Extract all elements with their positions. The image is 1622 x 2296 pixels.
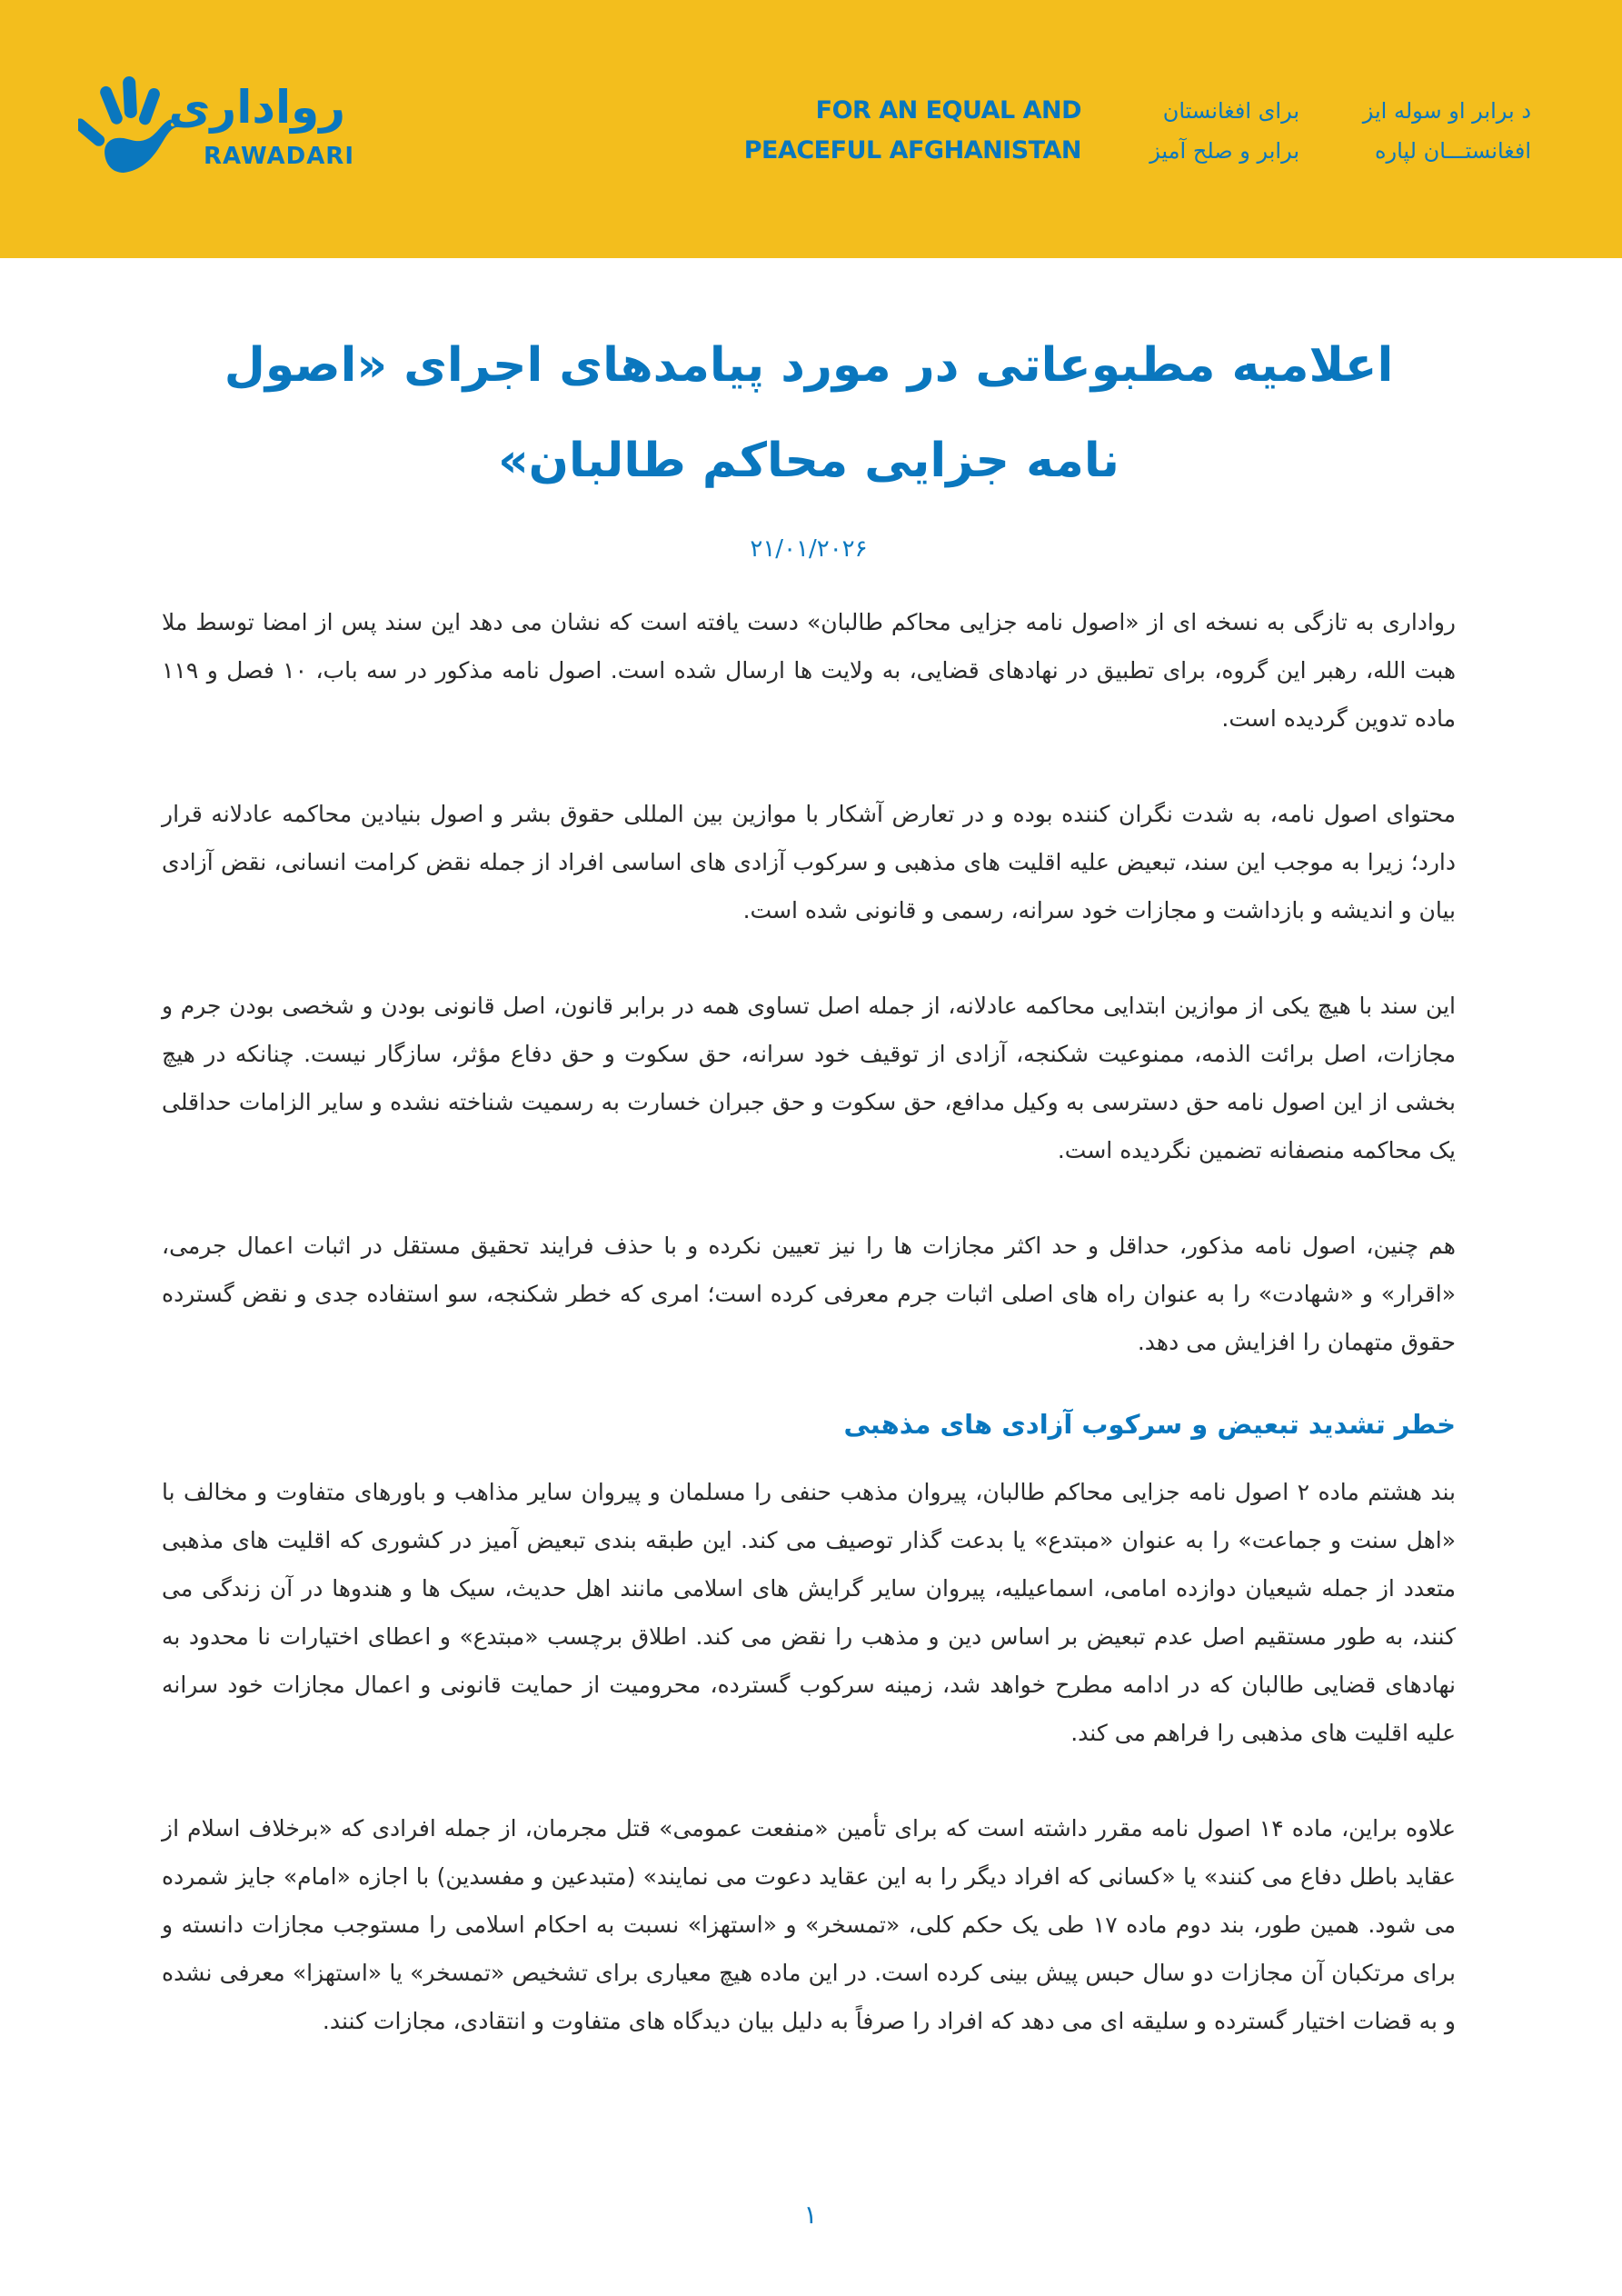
page-number: ۱ <box>803 2200 818 2230</box>
tagline-dari-line-2: برابر و صلح آمیز <box>1149 138 1299 164</box>
paragraph-fair-trial: این سند با هیچ یکی از موازین ابتدایی محاکمه عادلانه، از جمله اصل تساوی همه در برابر قانون، اصل قانونی بودن و شخصی بودن جرم و مجازات، اصل برائت الذمه، ممنوعیت شکنجه، آزادی از توقیف خود سرانه، حق سکوت و حق دفاع مؤثر، سازگار نیست. چنانکه در هیچ بخشی از این اصول نامه حق دسترسی به وکیل مدافع، حق سکوت و حق جبران خسارت به رسمیت شناخته نشده و سایر الزامات حداقلی یک محاکمه منصفانه تضمین نگردیده است. <box>162 993 1456 1163</box>
paragraph-spacer <box>162 1174 1456 1222</box>
paragraph-article-2: بند هشتم ماده ۲ اصول نامه جزایی محاکم طالبان، پیروان مذهب حنفی را مسلمان و پیروان سایر مذاهب و باورهای متفاوت و مخالف با «اهل سنت و جماعت» را به عنوان «مبتدع» یا بدعت گذار توصیف می کند. این طبقه بندی تبعیض آمیز در کشوری که اقلیت های مذهبی متعدد از جمله شیعیان دوازده امامی، اسماعیلیه، پیروان سایر گرایش های اسلامی مانند اهل حدیث، سیک ها و هندوها در آن زندگی می کنند، به طور مستقیم اصل عدم تبعیض بر اساس دین و مذهب را نقض می کند. اطلاق برچسب «مبتدع» و اعطای اختیارات نا محدود به نهادهای قضایی طالبان که در ادامه مطرح خواهد شد، زمینه سرکوب گسترده، محرومیت از حمایت قانونی و اعمال مجازات خود سرانه علیه اقلیت های مذهبی را فراهم می کند. <box>162 1479 1457 1747</box>
paragraph-spacer <box>162 934 1456 982</box>
tagline-dari-line-1: برای افغانستان <box>1162 98 1299 124</box>
tagline-pashto-line-1: د برابر او سوله ایز <box>1362 98 1531 124</box>
tagline-pashto-line-2: افغانستـــان لپاره <box>1374 138 1531 164</box>
document-date: ۲۱/۰۱/۲۰۲۶ <box>750 535 868 563</box>
paragraph-concerns: محتوای اصول نامه، به شدت نگران کننده بوده و در تعارض آشکار با موازین بین المللی حقوق بشر و اصول بنیادین محاکمه عادلانه قرار دارد؛ زیرا به موجب این سند، تبعیض علیه اقلیت های مذهبی و سرکوب آزادی های اساسی افراد از جمله نقض کرامت انسانی، نقض آزادی بیان و اندیشه و بازداشت و مجازات خود سرانه، رسمی و قانونی شده است. <box>162 801 1456 923</box>
paragraph-intro: رواداری به تازگی به نسخه ای از «اصول نامه جزایی محاکم طالبان» دست یافته است که نشان می دهد این سند پس از امضا توسط ملا هبت الله، رهبر این گروه، برای تطبیق در نهادهای قضایی، به ولایت ها ارسال شده است. اصول نامه مذکور در سه باب، ۱۰ فصل و ۱۱۹ ماده تدوین گردیده است. <box>162 609 1457 732</box>
brand-name-dari: رواداری <box>168 81 345 134</box>
document-body <box>162 318 1456 2045</box>
paragraph-article-14: علاوه براین، ماده ۱۴ اصول نامه مقرر داشته است که برای تأمین «منفعت عمومی» قتل مجرمان، از جمله افرادی که «برخلاف اسلام از عقاید باطل دفاع می کنند» یا «کسانی که افراد دیگر را به این عقاید دعوت می نمایند» (متبدعین و مفسدین) با اجازه «امام» جایز شمرده می شود. همین طور، بند دوم ماده ۱۷ طی یک حکم کلی، «تمسخر» و «استهزا» نسبت به احکام اسلامی را مستوجب مجازات دانسته و برای مرتکبان آن مجازات دو سال حبس پیش بینی کرده است. در این ماده هیچ معیاری برای تشخیص «تمسخر» یا «استهزا» معرفی نشده و به قضات اختیار گسترده و سلیقه ای می دهد که افراد را صرفاً به دلیل بیان دیدگاه های متفاوت و انتقادی، مجازات کنند. <box>162 1815 1456 2035</box>
tagline-english-line-1: FOR AN EQUAL AND <box>815 96 1081 125</box>
tagline-dari <box>1118 91 1299 171</box>
paragraph-spacer <box>162 743 1456 790</box>
page-header <box>0 0 1622 258</box>
paragraph-penalties: هم چنین، اصول نامه مذکور، حداقل و حد اکثر مجازات ها را نیز تعیین نکرده و با حذف فرایند تحقیق مستقل در اثبات اعمال جرمی، «اقرار» و «شهادت» را به عنوان راه های اصلی اثبات جرم معرفی کرده است؛ امری که خطر شکنجه، سو استفاده جدی و نقض گسترده حقوق متهمان را افزایش می دهد. <box>162 1233 1456 1355</box>
tagline-english-line-2: PEACEFUL AFGHANISTAN <box>743 136 1081 165</box>
section-heading: خطر تشدید تبعیض و سرکوب آزادی های مذهبی <box>843 1409 1456 1440</box>
document-title: اعلامیه مطبوعاتی در مورد پیامدهای اجرای «اصول نامه جزایی محاکم طالبان» <box>224 338 1394 488</box>
tagline-english <box>700 91 1081 171</box>
brand-name-english: RAWADARI <box>204 143 355 170</box>
paragraph-spacer <box>162 1757 1456 1804</box>
tagline-pashto <box>1336 91 1531 171</box>
